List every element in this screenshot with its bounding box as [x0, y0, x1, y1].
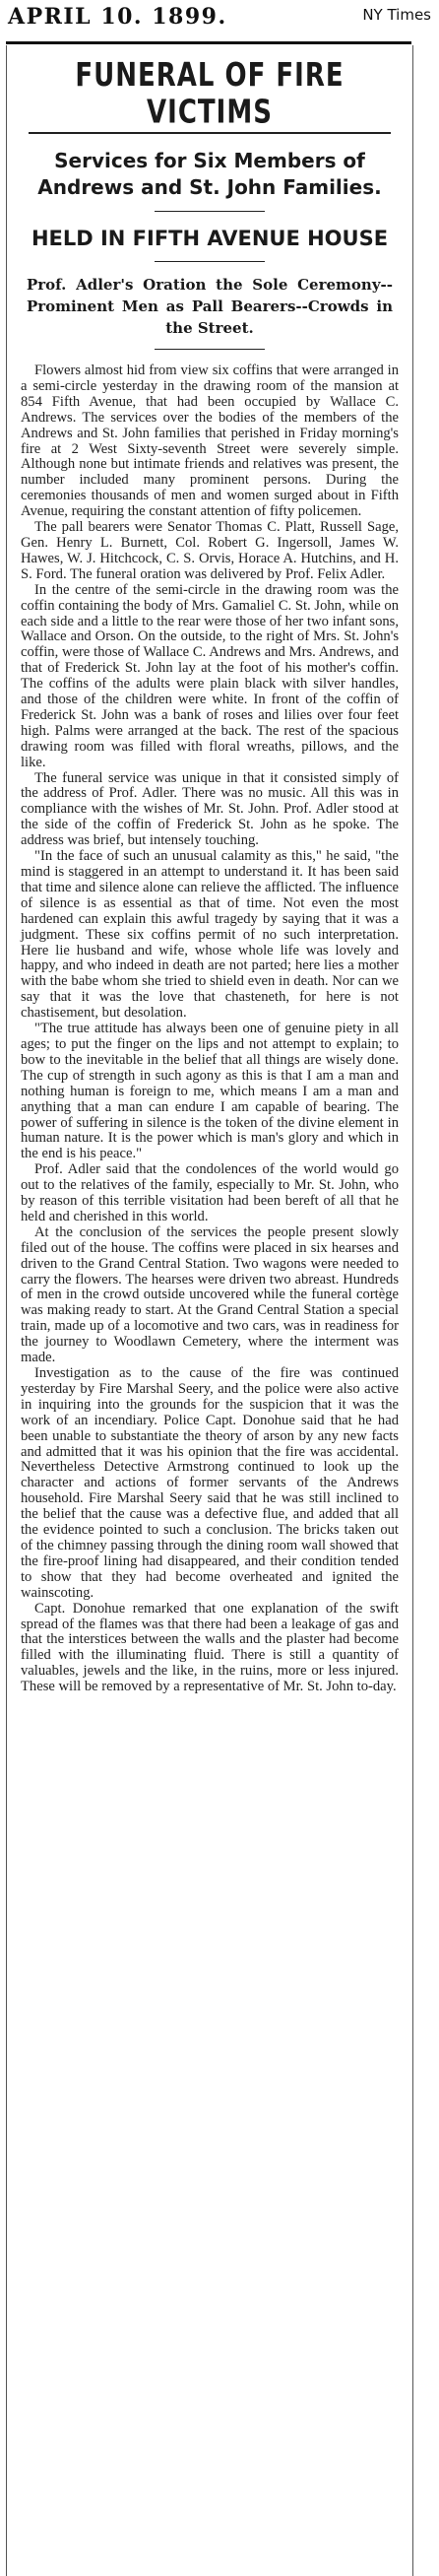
article-body [21, 363, 399, 1695]
paragraph: Capt. Donohue remarked that one explanation of the swift spread of the flames was that there had been a leakage of gas and that the interstices between the walls and the plaster had become filled with the illuminating fluid. There is still a quantity of valuables, jewels and the like, in the ruins, more or less injured. These will be removed by a representative of Mr. St. John to-day. [21, 1600, 399, 1695]
source-label: NY Times [362, 6, 431, 24]
paragraph: "In the face of such an unusual calamity as this," he said, "the mind is staggered in an attempt to understand it. It has been said that time and silence alone can relieve the afflicted. The influence of silence is as essential as that of time. Not even the most hardened can explain this awful tragedy by saying that it was a judgment. These six coffins permit of no such interpretation. Here lie husband and wife, whose whole life was lovely and happy, and who indeed in death are not parted; here lies a mother with the babe whom she tried to shield even in death. Nor can we say that it was the love that chasteneth, for here is not chastisement, but desolation. [21, 848, 399, 1022]
top-rule [6, 41, 411, 44]
headline-divider [29, 132, 391, 134]
deck-divider [155, 261, 265, 262]
subhead: Services for Six Members of Andrews and St. John Families. [37, 149, 382, 199]
body-divider [155, 349, 265, 350]
paragraph: In the centre of the semi-circle in the drawing room was the coffin containing the body of Mrs. Gamaliel C. St. John, while on each side and a little to the rear were those of her two infant sons, Wallace and Orson. On the outside, to the right of Mrs. St. John's coffin, were those of Wallace C. Andrews and Mrs. Andrews, and that of Frederick St. John lay at the foot of his mother's coffin. The coffins of the adults were plain black with silver handles, and those of the children were white. In front of the coffin of Frederick St. John was a bank of roses and lilies over four feet high. Palms were arranged at the back. The rest of the spacious drawing room was filled with floral wreaths, pillows, and the like. [21, 581, 399, 770]
paragraph: The pall bearers were Senator Thomas C. Platt, Russell Sage, Gen. Henry L. Burnett, Col. Robert G. Ingersoll, James W. Hawes, W. J. Hitchcock, C. S. Orvis, Horace A. Hutchins, and H. S. Ford. The funeral oration was delivered by Prof. Felix Adler. [21, 519, 399, 582]
paragraph: "The true attitude has always been one of genuine piety in all ages; to put the finger on the lips and not attempt to explain; to bow to the inevitable in the belief that all things are wisely done. The cup of strength in such agony as this is that I am a man and nothing human is foreign to me, which means I am a man and anything that a man can endure I am capable of bearing. The power of suffering in silence is the token of the divine element in human nature. It is the power which is man's glory and which in the end is his peace." [21, 1021, 399, 1162]
paragraph: The funeral service was unique in that it consisted simply of the address of Prof. Adler. There was no music. All this was in compliance with the wishes of Mr. St. John. Prof. Adler stood at the side of the coffin of Frederick St. John as he spoke. The address was brief, but intensely touching. [21, 769, 399, 849]
deck: Prof. Adler's Oration the Sole Ceremony--Prominent Men as Pall Bearers--Crowds in the Street. [27, 276, 393, 337]
subhead-divider [155, 211, 265, 212]
paragraph: Investigation as to the cause of the fire was continued yesterday by Fire Marshal Seery, and the police were also active in inquiring into the grounds for the suspicion that it was the work of an incendiary. Police Capt. Donohue said that he had been unable to substantiate the theory of arson by any new facts and admitted that it was his opinion that the fire was accidental. Nevertheless Detective Armstrong continued to look up the character and actions of former servants of the Andrews household. Fire Marshal Seery said that he was still inclined to the belief that the cause was a defective flue, and added that all the evidence pointed to such a conclusion. The bricks taken out of the chimney passing through the dining room wall showed that the fire-proof lining had disappeared, and their condition tended to show that they had become overheated and ignited the wainscoting. [21, 1365, 399, 1601]
paragraph: Prof. Adler said that the condolences of the world would go out to the relatives of the family, especially to Mr. St. John, who by reason of this terrible visitation had been bereft of all that he held and cherished in this world. [21, 1161, 399, 1224]
dateline: APRIL 10. 1899. [8, 4, 227, 30]
paragraph: Flowers almost hid from view six coffins that were arranged in a semi-circle yesterday in the drawing room of the mansion at 854 Fifth Avenue, that had been occupied by Wallace C. Andrews. The services over the bodies of the members of the Andrews and St. John families that perished in Friday morning's fire at 2 West Sixty-seventh Street were severely simple. Although none but intimate friends and relatives was present, the number included many prominent persons. During the ceremonies thousands of men and women surged about in Fifth Avenue, requiring the constant attention of fifty policemen. [21, 363, 399, 520]
article-column [6, 45, 413, 2576]
headline: FUNERAL OF FIRE VICTIMS [75, 57, 345, 131]
paragraph: At the conclusion of the services the people present slowly filed out of the house. The coffins were placed in six hearses and driven to the Grand Central Station. Two wagons were needed to carry the flowers. The hearses were driven two abreast. Hundreds of men in the crowd outside uncovered while the funeral cortège was making ready to start. At the Grand Central Station a special train, made up of a locomotive and two cars, was in readiness for the journey to Woodlawn Cemetery, where the interment was made. [21, 1223, 399, 1366]
subhead-secondary: HELD IN FIFTH AVENUE HOUSE [31, 227, 389, 250]
